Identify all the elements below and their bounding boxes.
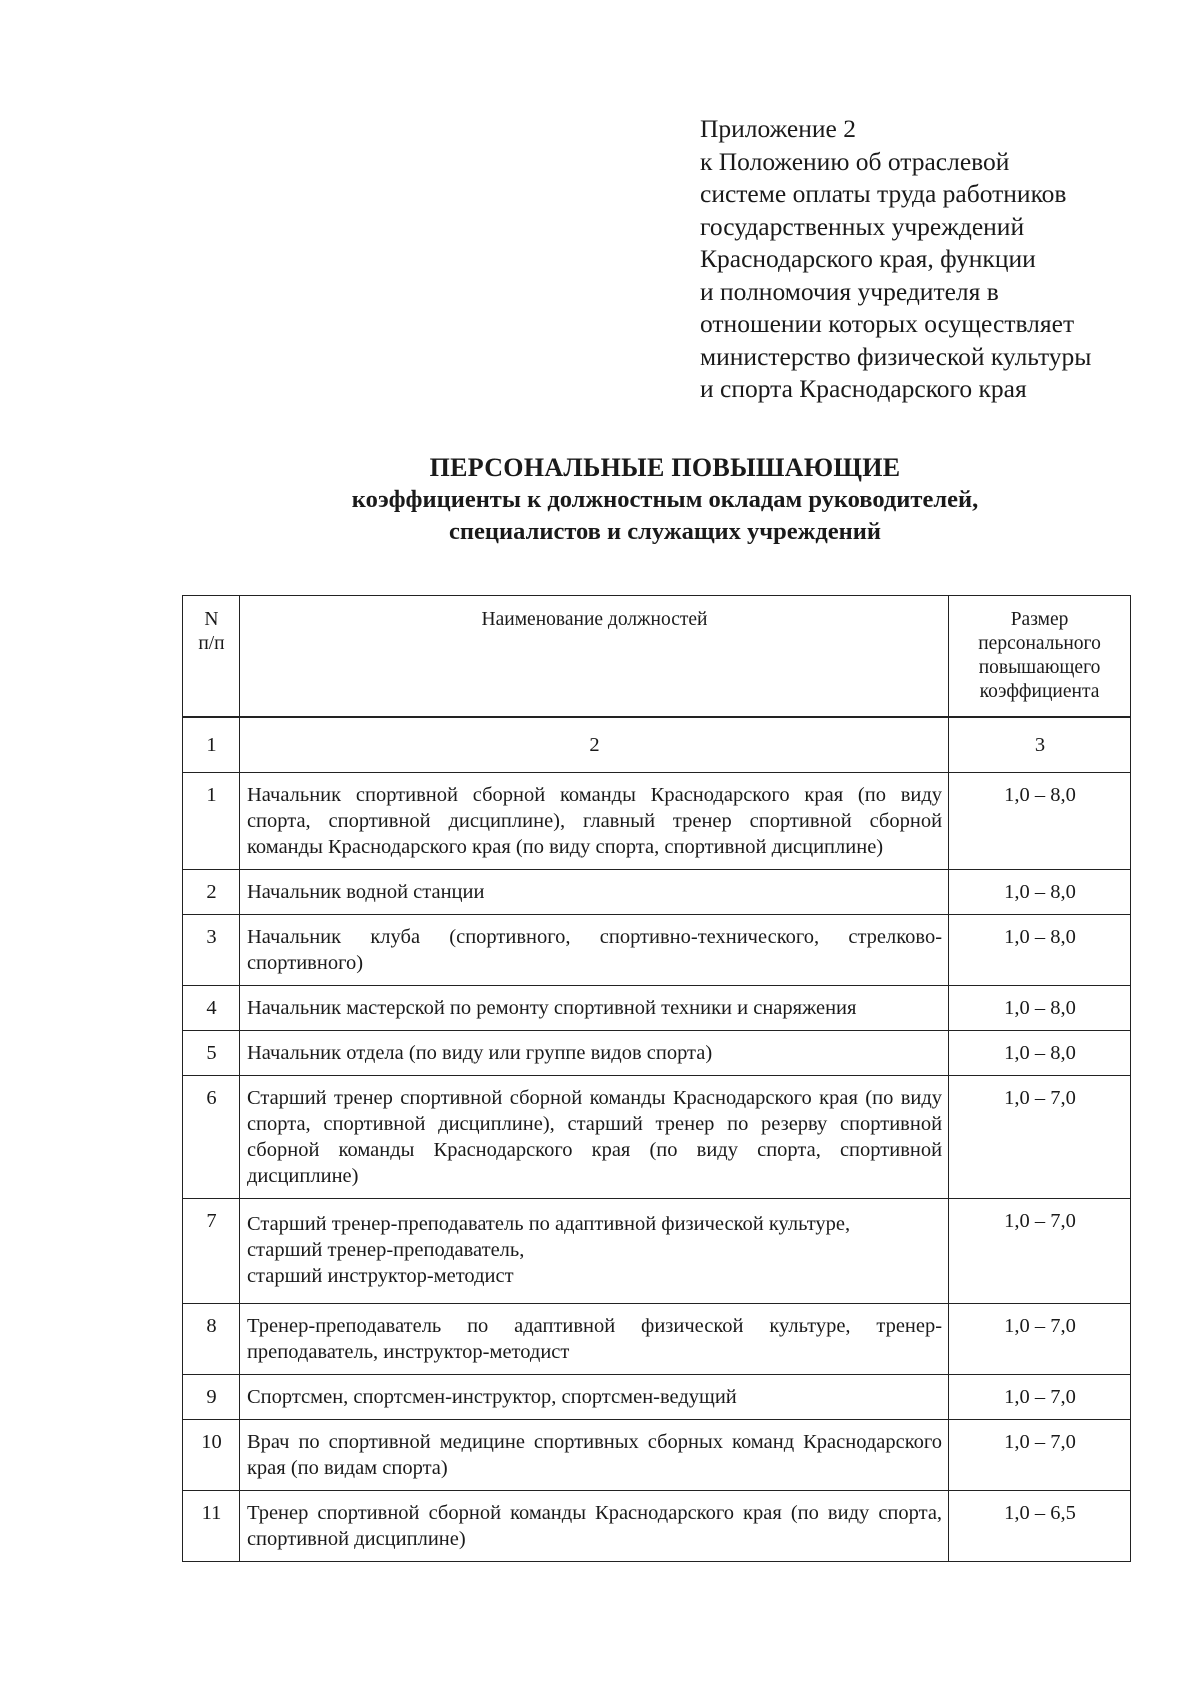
document-title [0, 452, 1200, 548]
row-number: 7 [183, 1199, 240, 1304]
column-number-cell: 1 [183, 717, 240, 773]
row-number: 9 [183, 1375, 240, 1420]
position-name: Тренер спортивной сборной команды Краснодарского края (по виду спорта, спортивной дисциплине) [239, 1491, 948, 1562]
table-row [183, 1304, 1131, 1375]
table-row [183, 1420, 1131, 1491]
position-name: Тренер-преподаватель по адаптивной физической культуре, тренер-преподаватель, инструктор-методист [239, 1304, 948, 1375]
appendix-line: к Положению об отраслевой [700, 146, 1010, 176]
title-subtitle-line: специалистов и служащих учреждений [449, 518, 881, 545]
row-number: 4 [183, 986, 240, 1031]
header-number-label: N [204, 609, 219, 630]
appendix-line: и спорта Краснодарского края [700, 374, 1027, 403]
position-name-line: старший инструктор-методист [246, 1265, 514, 1287]
row-number: 5 [183, 1031, 240, 1076]
coefficient-range: 1,0 – 7,0 [949, 1304, 1131, 1375]
appendix-line: Приложение 2 [700, 114, 856, 143]
column-number-cell: 2 [239, 717, 948, 773]
position-name: Начальник мастерской по ремонту спортивной техники и снаряжения [239, 986, 948, 1031]
coefficient-range: 1,0 – 8,0 [949, 1031, 1131, 1076]
header-number-label: п/п [198, 633, 225, 654]
position-name: Старший тренер спортивной сборной команды Краснодарского края (по виду спорта, спортивной дисциплине), старший тренер по резерву спортивной сборной команды Краснодарского края (по виду спорта, спортивной дисциплине) [239, 1076, 948, 1199]
coefficient-range: 1,0 – 7,0 [949, 1375, 1131, 1420]
appendix-line: Краснодарского края, функции [700, 244, 1036, 273]
table-row [183, 1076, 1131, 1199]
header-name-cell [239, 596, 948, 718]
header-size-label: Размер [1010, 609, 1069, 630]
title-main: ПЕРСОНАЛЬНЫЕ ПОВЫШАЮЩИЕ [429, 453, 901, 482]
position-name: Начальник спортивной сборной команды Краснодарского края (по виду спорта, спортивной дисциплине), главный тренер спортивной сборной команды Краснодарского края (по виду спорта, спортивной дисциплине) [239, 773, 948, 870]
row-number: 1 [183, 773, 240, 870]
position-name: Начальник клуба (спортивного, спортивно-технического, стрелково-спортивного) [239, 915, 948, 986]
position-name: Спортсмен, спортсмен-инструктор, спортсмен-ведущий [239, 1375, 948, 1420]
coefficient-range: 1,0 – 8,0 [949, 986, 1131, 1031]
position-name-line: Старший тренер-преподаватель по адаптивной физической культуре, [246, 1213, 851, 1235]
row-number: 6 [183, 1076, 240, 1199]
position-name: Начальник отдела (по виду или группе видов спорта) [239, 1031, 948, 1076]
table-row [183, 1375, 1131, 1420]
row-number: 11 [183, 1491, 240, 1562]
column-number-row [183, 717, 1131, 773]
coefficient-range: 1,0 – 7,0 [949, 1076, 1131, 1199]
row-number: 3 [183, 915, 240, 986]
coefficient-range: 1,0 – 6,5 [949, 1491, 1131, 1562]
table-row [183, 1199, 1131, 1304]
header-size-label: коэффициента [979, 681, 1100, 702]
position-name: Начальник водной станции [239, 870, 948, 915]
table-row [183, 986, 1131, 1031]
row-number: 8 [183, 1304, 240, 1375]
appendix-line: отношении которых осуществляет [700, 309, 1075, 338]
appendix-line: министерство физической культуры [700, 341, 1092, 371]
coefficients-table [182, 595, 1131, 1562]
column-number-cell: 3 [949, 717, 1131, 773]
table-row [183, 915, 1131, 986]
position-name [239, 1199, 948, 1304]
coefficient-range: 1,0 – 8,0 [949, 915, 1131, 986]
appendix-line: системе оплаты труда работников [700, 179, 1067, 208]
header-size-cell [949, 596, 1131, 718]
row-number: 10 [183, 1420, 240, 1491]
coefficient-range: 1,0 – 7,0 [949, 1199, 1131, 1304]
table-row [183, 870, 1131, 915]
header-size-label: персонального [978, 633, 1101, 654]
title-subtitle-line: коэффициенты к должностным окладам руководителей, [351, 486, 979, 513]
coefficient-range: 1,0 – 8,0 [949, 773, 1131, 870]
position-name-line: старший тренер-преподаватель, [246, 1239, 525, 1261]
table-header-row [183, 596, 1131, 718]
coefficient-range: 1,0 – 8,0 [949, 870, 1131, 915]
coefficient-range: 1,0 – 7,0 [949, 1420, 1131, 1491]
row-number: 2 [183, 870, 240, 915]
table-row [183, 1491, 1131, 1562]
table-row [183, 1031, 1131, 1076]
appendix-line: и полномочия учредителя в [700, 276, 999, 306]
table-row [183, 773, 1131, 870]
appendix-line: государственных учреждений [700, 211, 1025, 241]
header-name-label: Наименование должностей [481, 609, 708, 630]
header-size-label: повышающего [978, 657, 1101, 678]
appendix-header [700, 113, 1170, 406]
header-number-cell [183, 596, 240, 718]
position-name: Врач по спортивной медицине спортивных сборных команд Краснодарского края (по видам спорта) [239, 1420, 948, 1491]
